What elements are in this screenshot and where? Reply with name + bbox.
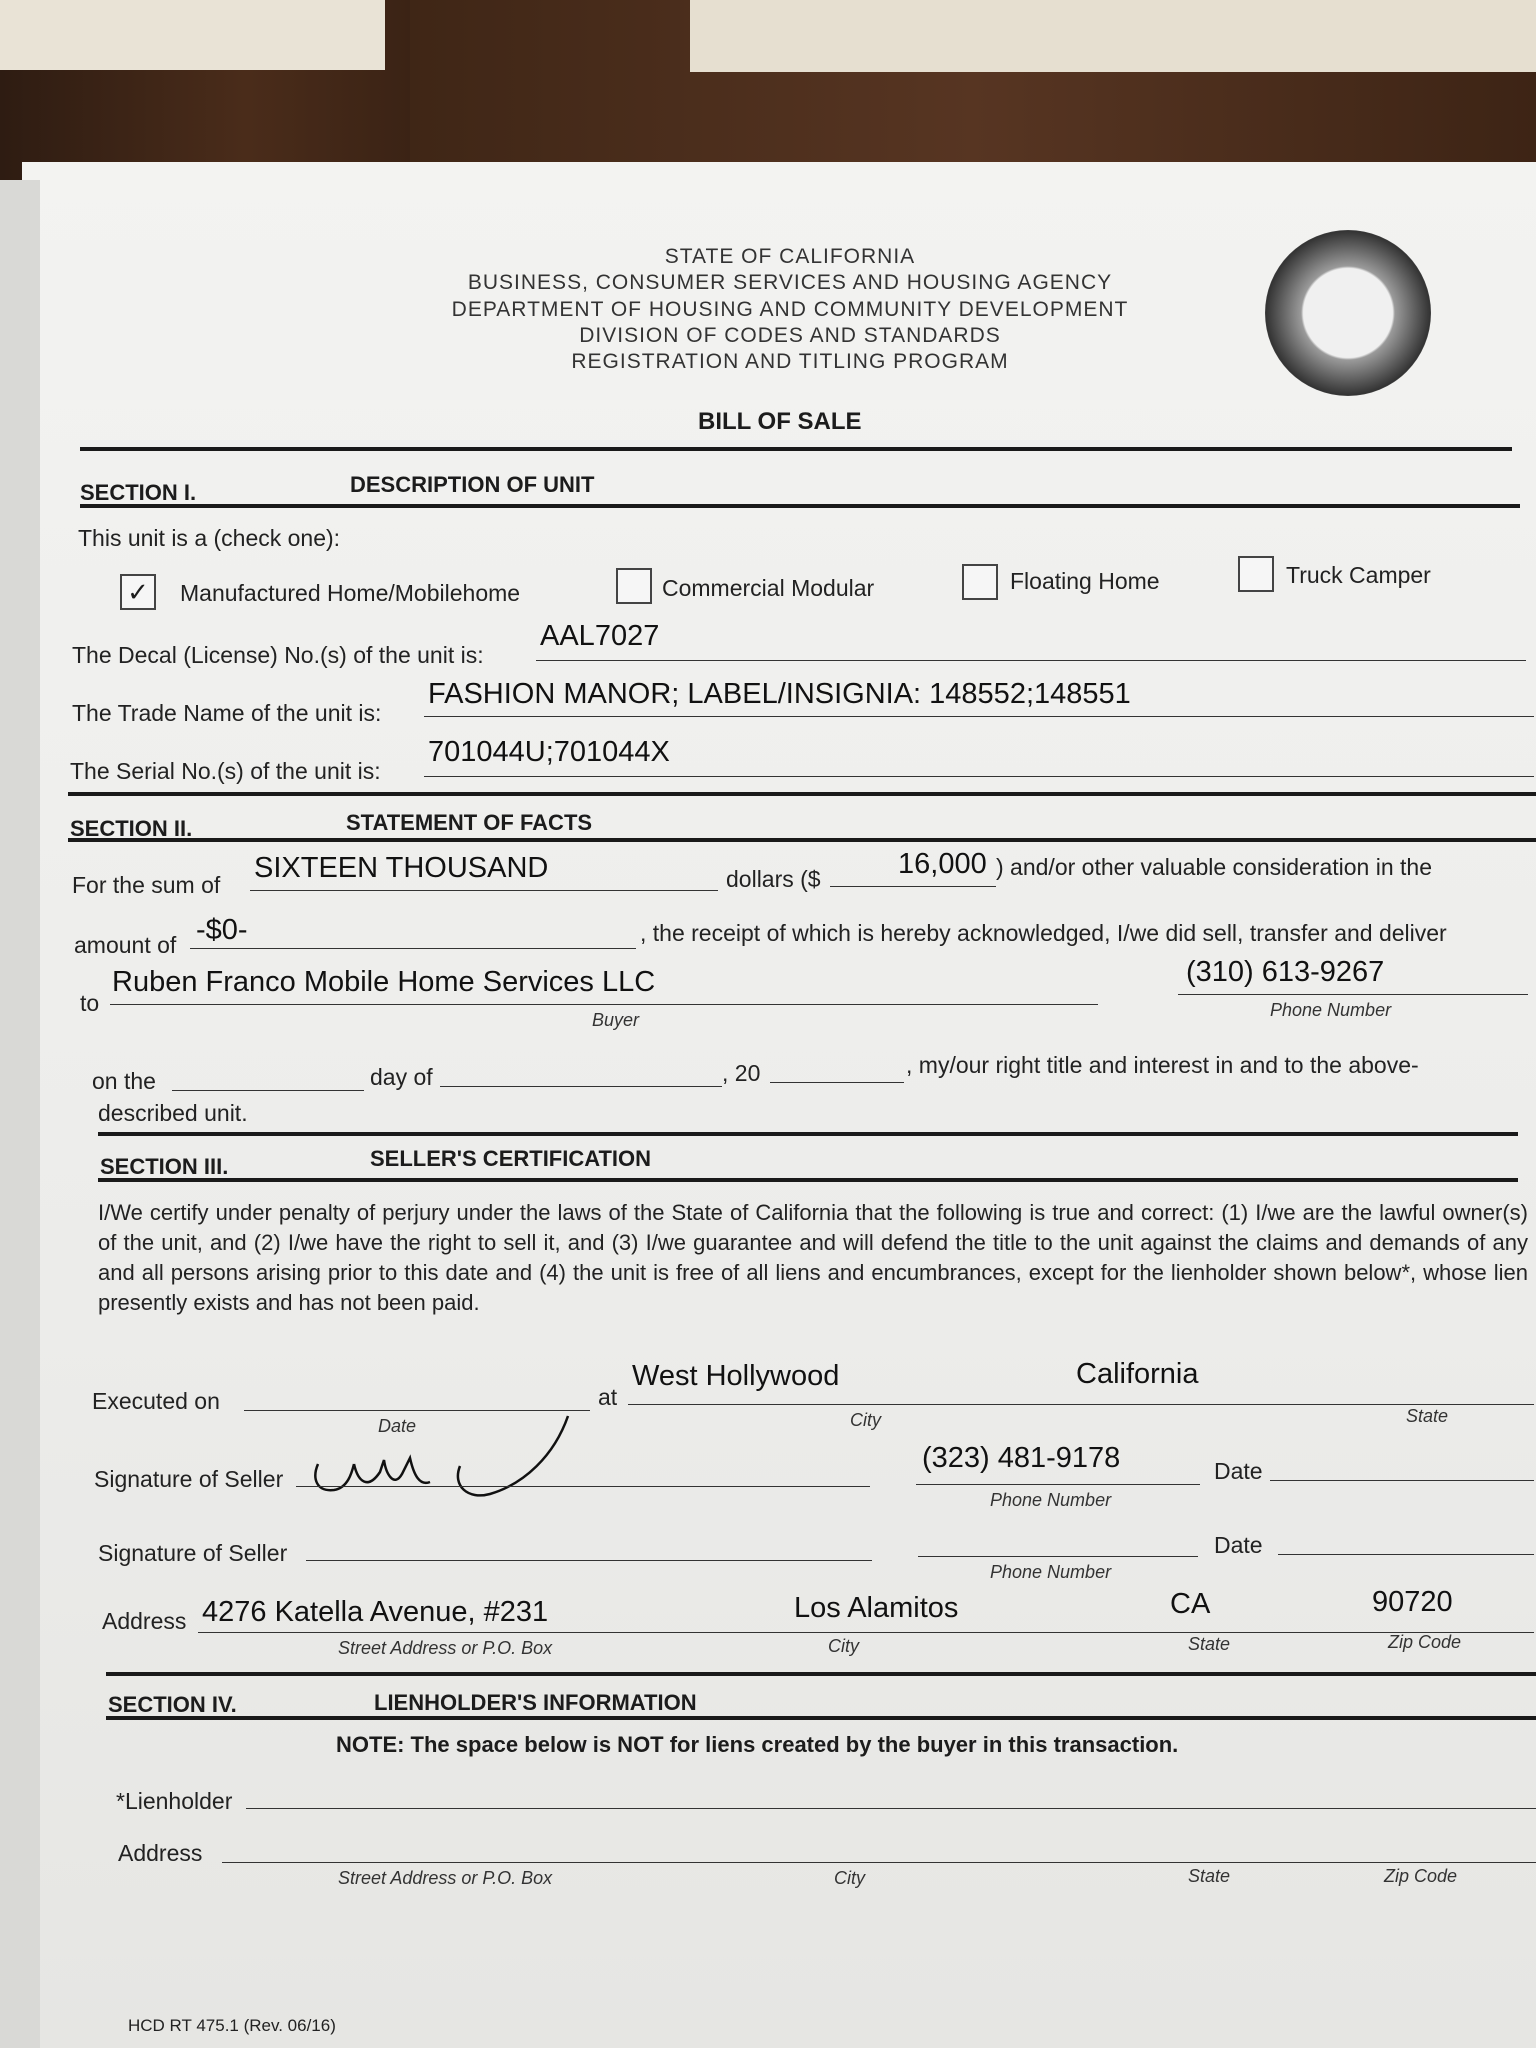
dollars-label: dollars ($ xyxy=(726,866,821,892)
decal-label: The Decal (License) No.(s) of the unit is: xyxy=(72,642,484,668)
lien-address-underline xyxy=(222,1862,1536,1863)
header-state: STATE OF CALIFORNIA xyxy=(664,245,916,268)
seller-street[interactable]: 4276 Katella Avenue, #231 xyxy=(202,1596,549,1628)
right-title-text: , my/our right title and interest in and to the above- xyxy=(906,1052,1419,1078)
sum-number[interactable]: 16,000 xyxy=(898,848,987,880)
checkbox-manufactured-home[interactable]: ✓ xyxy=(120,574,156,610)
section-1-title: DESCRIPTION OF UNIT xyxy=(350,472,595,497)
seller-2-date-underline xyxy=(1278,1554,1534,1555)
background-paper-left xyxy=(0,0,385,70)
executed-location-underline xyxy=(628,1404,1534,1405)
decal-value[interactable]: AAL7027 xyxy=(540,620,660,652)
seller-1-phone[interactable]: (323) 481-9178 xyxy=(922,1442,1121,1474)
paper-fold-shadow xyxy=(0,180,40,2048)
on-the-label: on the xyxy=(92,1068,156,1094)
certification-text: I/We certify under penalty of perjury under the laws of the State of California that the following is true and correct: (1) I/we are the lawful owner(s) of the unit, and (2) I/we have the right to sell it, and (3) I/we guarantee and will defend the title to the unit against the claims and demands of any and all persons arising prior to this date and (4) the unit is free of all liens and encumbrances, except for the lienholder shown below*, whose lien presently exists and has not been paid. xyxy=(98,1200,1528,1315)
lien-street-caption: Street Address or P.O. Box xyxy=(338,1868,553,1888)
seller-2-phone-caption: Phone Number xyxy=(990,1562,1112,1582)
checkbox-floating-home[interactable] xyxy=(962,564,998,600)
seller-2-date-label: Date xyxy=(1214,1532,1263,1558)
seller-1-signature-underline xyxy=(296,1486,870,1487)
section-2-title: STATEMENT OF FACTS xyxy=(346,810,593,835)
zip-caption: Zip Code xyxy=(1388,1632,1462,1652)
background-paper-right xyxy=(690,0,1536,72)
lienholder-label: *Lienholder xyxy=(116,1788,233,1814)
seller-1-signature-label: Signature of Seller xyxy=(94,1466,284,1492)
buyer-underline xyxy=(110,1004,1098,1005)
on-the-underline xyxy=(172,1090,364,1091)
seller-2-signature-label: Signature of Seller xyxy=(98,1540,288,1566)
receipt-text: , the receipt of which is hereby acknowledged, I/we did sell, transfer and deliver xyxy=(640,920,1447,946)
serial-value[interactable]: 701044U;701044X xyxy=(428,736,670,768)
seller-1-date-underline xyxy=(1270,1480,1534,1481)
section-3-title: SELLER'S CERTIFICATION xyxy=(370,1146,652,1171)
seller-signature-scribble xyxy=(292,1412,582,1502)
city-caption: City xyxy=(828,1636,859,1656)
hcd-seal-icon xyxy=(1265,230,1431,396)
serial-label: The Serial No.(s) of the unit is: xyxy=(70,758,381,784)
executed-on-label: Executed on xyxy=(92,1388,220,1414)
divider xyxy=(80,447,1512,451)
amount-value[interactable]: -$0- xyxy=(196,914,248,946)
sum-label: For the sum of xyxy=(72,872,221,898)
street-caption: Street Address or P.O. Box xyxy=(338,1638,553,1658)
buyer-caption: Buyer xyxy=(592,1010,640,1030)
seller-2-signature-underline xyxy=(306,1560,872,1561)
sum-words[interactable]: SIXTEEN THOUSAND xyxy=(254,852,549,884)
executed-date-underline xyxy=(244,1410,590,1411)
divider xyxy=(80,504,1520,508)
buyer-phone[interactable]: (310) 613-9267 xyxy=(1186,956,1385,988)
lien-state-caption: State xyxy=(1188,1866,1231,1886)
seller-zip[interactable]: 90720 xyxy=(1372,1586,1453,1618)
trade-name-underline xyxy=(424,716,1534,717)
header-department: DEPARTMENT OF HOUSING AND COMMUNITY DEVELOPMENT xyxy=(451,298,1129,321)
form-title: BILL OF SALE xyxy=(698,408,862,435)
trade-name-value[interactable]: FASHION MANOR; LABEL/INSIGNIA: 148552;148551 xyxy=(428,678,1131,710)
seller-address-label: Address xyxy=(102,1608,187,1634)
lienholder-underline xyxy=(246,1808,1536,1809)
seller-1-date-label: Date xyxy=(1214,1458,1263,1484)
seller-city[interactable]: Los Alamitos xyxy=(794,1592,959,1624)
sum-number-underline xyxy=(830,886,996,887)
trade-name-label: The Trade Name of the unit is: xyxy=(72,700,382,726)
serial-underline xyxy=(424,776,1534,777)
consideration-text: ) and/or other valuable consideration in the xyxy=(996,854,1433,880)
section-2-number: SECTION II. xyxy=(70,816,193,841)
check-prompt: This unit is a (check one): xyxy=(78,525,341,551)
date-caption: Date xyxy=(378,1416,417,1436)
bill-of-sale-document xyxy=(22,162,1536,2048)
amount-underline xyxy=(190,948,636,949)
to-label: to xyxy=(80,990,100,1016)
city-caption: City xyxy=(850,1410,881,1430)
seller-2-phone-underline xyxy=(918,1556,1198,1557)
divider xyxy=(106,1716,1536,1720)
divider xyxy=(98,1132,1518,1136)
option-label-commercial-modular: Commercial Modular xyxy=(662,575,875,601)
section-4-number: SECTION IV. xyxy=(108,1692,237,1717)
at-label: at xyxy=(598,1384,618,1410)
year-label: , 20 xyxy=(722,1060,761,1086)
day-of-label: day of xyxy=(370,1064,433,1090)
executed-state[interactable]: California xyxy=(1076,1358,1199,1390)
lien-zip-caption: Zip Code xyxy=(1384,1866,1458,1886)
section-3-number: SECTION III. xyxy=(100,1154,229,1179)
buyer-phone-caption: Phone Number xyxy=(1270,1000,1392,1020)
buyer-name[interactable]: Ruben Franco Mobile Home Services LLC xyxy=(112,966,656,998)
divider xyxy=(68,792,1536,796)
seller-1-phone-caption: Phone Number xyxy=(990,1490,1112,1510)
executed-city[interactable]: West Hollywood xyxy=(632,1360,840,1392)
lien-address-label: Address xyxy=(118,1840,203,1866)
option-label-truck-camper: Truck Camper xyxy=(1286,562,1431,588)
buyer-phone-underline xyxy=(1178,994,1528,995)
amount-label: amount of xyxy=(74,932,177,958)
checkbox-truck-camper[interactable] xyxy=(1238,556,1274,592)
form-id: HCD RT 475.1 (Rev. 06/16) xyxy=(128,2016,336,2035)
divider xyxy=(68,838,1536,842)
divider xyxy=(106,1672,1536,1676)
divider xyxy=(98,1178,1518,1182)
section-4-title: LIENHOLDER'S INFORMATION xyxy=(374,1690,697,1715)
day-of-underline xyxy=(440,1086,722,1087)
decal-underline xyxy=(536,660,1526,661)
seller-address-underline xyxy=(198,1632,1534,1633)
lien-city-caption: City xyxy=(834,1868,865,1888)
header-division: DIVISION OF CODES AND STANDARDS xyxy=(579,324,1001,347)
header-program: REGISTRATION AND TITLING PROGRAM xyxy=(571,350,1009,373)
checkbox-commercial-modular[interactable] xyxy=(616,568,652,604)
sum-words-underline xyxy=(250,890,718,891)
state-caption: State xyxy=(1406,1406,1449,1426)
lien-note: NOTE: The space below is NOT for liens created by the buyer in this transaction. xyxy=(336,1732,1179,1757)
described-text: described unit. xyxy=(98,1100,248,1126)
year-underline xyxy=(770,1082,904,1083)
option-label-floating-home: Floating Home xyxy=(1010,568,1160,594)
option-label-manufactured-home: Manufactured Home/Mobilehome xyxy=(180,580,521,606)
state-caption: State xyxy=(1188,1634,1231,1654)
seller-state[interactable]: CA xyxy=(1170,1588,1211,1620)
header-agency: BUSINESS, CONSUMER SERVICES AND HOUSING AGENCY xyxy=(467,271,1113,294)
section-1-number: SECTION I. xyxy=(80,480,197,505)
seller-1-phone-underline xyxy=(916,1484,1200,1485)
